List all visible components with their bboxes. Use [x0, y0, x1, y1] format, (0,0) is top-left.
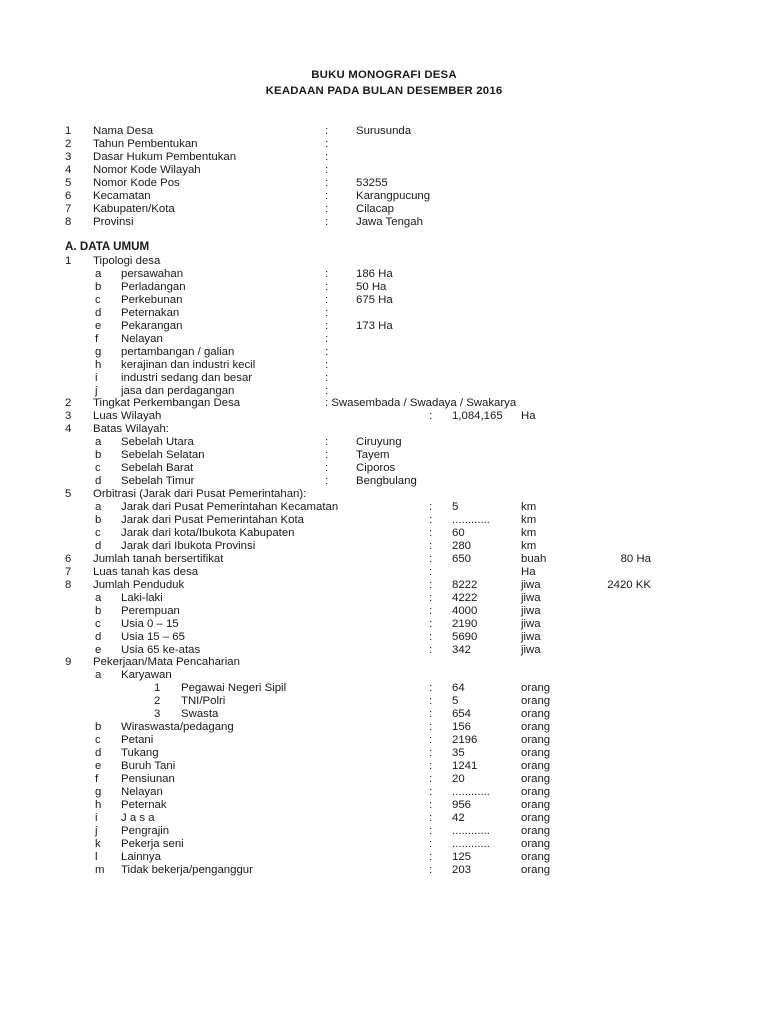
row-letter: k — [95, 837, 101, 850]
row-colon: : — [325, 163, 329, 176]
row-value: 60 — [452, 526, 465, 539]
row-colon: : — [325, 345, 329, 358]
row-letter: e — [95, 643, 102, 656]
row-extra: 80 Ha — [620, 552, 651, 565]
row-label: Tahun Pembentukan — [93, 137, 198, 150]
row-label: Peternak — [121, 798, 167, 811]
row-colon: : — [429, 708, 433, 721]
row-label: jasa dan perdagangan — [121, 384, 235, 397]
row-unit: orang — [521, 850, 551, 863]
row-label: Sebelah Timur — [121, 475, 195, 488]
row-colon: : — [429, 617, 433, 630]
row-letter: h — [95, 358, 102, 371]
row-unit: km — [521, 514, 537, 526]
row-label: TNI/Polri — [181, 695, 226, 708]
row-colon: : — [429, 837, 433, 850]
row-label: Perkebunan — [121, 293, 183, 306]
row-letter: a — [95, 436, 102, 449]
row-label: Pekerjaan/Mata Pencaharian — [93, 656, 240, 669]
row-value: 342 — [452, 643, 472, 656]
row-unit: Ha — [521, 565, 536, 578]
row-letter: d — [95, 475, 102, 488]
row-label: Lainnya — [121, 850, 161, 863]
row-label: Sebelah Barat — [121, 462, 194, 475]
row-value: 5 — [452, 695, 459, 708]
row-value: Tayem — [356, 449, 390, 462]
row-colon: : — [325, 475, 329, 488]
row-label: Luas tanah kas desa — [93, 565, 199, 578]
row-colon: : — [325, 215, 329, 228]
row-number: 7 — [65, 565, 72, 578]
row-unit: orang — [521, 811, 551, 824]
row-label: Nomor Kode Wilayah — [93, 163, 201, 176]
row-colon: : — [429, 591, 433, 604]
row-label: Pengrajin — [121, 824, 170, 837]
row-label: Luas Wilayah — [93, 410, 162, 423]
row-value: 650 — [452, 552, 472, 565]
row-number: 9 — [65, 656, 72, 669]
row-number: 1 — [65, 125, 72, 137]
row-colon: : — [325, 436, 329, 449]
row-colon: : — [325, 371, 329, 384]
row-unit: orang — [521, 773, 551, 785]
row-subnumber: 1 — [154, 682, 161, 695]
row-number: 8 — [65, 578, 72, 591]
row-label: pertambangan / galian — [121, 345, 235, 358]
row-colon: : — [429, 526, 433, 539]
row-letter: c — [95, 462, 101, 475]
row-value: 35 — [452, 747, 465, 760]
row-letter: b — [95, 721, 102, 734]
row-unit: buah — [521, 552, 547, 565]
row-label: Pensiunan — [121, 773, 175, 785]
row-letter: e — [95, 760, 102, 773]
row-letter: e — [95, 319, 102, 332]
row-letter: d — [95, 630, 102, 643]
row-letter: c — [95, 617, 101, 630]
row-value: Cilacap — [356, 202, 394, 215]
row-unit: jiwa — [521, 591, 541, 604]
row-colon: : — [429, 747, 433, 760]
row-value: Karangpucung — [356, 189, 431, 202]
row-value: Ciruyung — [356, 436, 402, 449]
row-label: industri sedang dan besar — [121, 371, 253, 384]
row-value: Bengbulang — [356, 475, 417, 488]
row-label: Nama Desa — [93, 125, 154, 137]
row-value: Ciporos — [356, 462, 396, 475]
row-unit: orang — [521, 837, 551, 850]
row-colon: : — [325, 150, 329, 163]
row-label: persawahan — [121, 267, 184, 280]
row-letter: d — [95, 306, 102, 319]
row-colon: : — [429, 604, 433, 617]
row-unit: km — [521, 539, 537, 552]
row-label: Provinsi — [93, 215, 134, 228]
row-label: Jarak dari kota/Ibukota Kabupaten — [121, 526, 295, 539]
row-unit: orang — [521, 747, 551, 760]
row-number: 2 — [65, 137, 72, 150]
row-colon: : — [429, 630, 433, 643]
row-label: Orbitrasi (Jarak dari Pusat Pemerintahan): — [93, 488, 307, 501]
row-unit: km — [521, 526, 537, 539]
row-value: ............ — [452, 837, 490, 850]
row-letter: f — [95, 332, 99, 345]
row-letter: g — [95, 345, 102, 358]
row-colon: : — [325, 176, 329, 189]
row-label: Nelayan — [121, 785, 163, 798]
row-letter: j — [95, 384, 98, 397]
row-letter: l — [95, 850, 98, 863]
row-colon: : — [429, 501, 433, 514]
row-label: Nelayan — [121, 332, 163, 345]
row-colon: : — [429, 514, 433, 526]
row-colon: : — [429, 682, 433, 695]
row-letter: b — [95, 449, 102, 462]
row-letter: c — [95, 293, 101, 306]
row-value: 1,084,165 — [452, 410, 503, 423]
row-unit: orang — [521, 734, 551, 747]
row-number: 3 — [65, 150, 72, 163]
row-value: 203 — [452, 863, 472, 876]
row-value: 956 — [452, 798, 472, 811]
row-label: Usia 0 – 15 — [121, 617, 179, 630]
row-label: Nomor Kode Pos — [93, 176, 180, 189]
row-label: Jarak dari Pusat Pemerintahan Kecamatan — [121, 501, 339, 514]
row-colon: : — [429, 410, 433, 423]
row-colon: : — [325, 125, 329, 137]
row-colon: : — [429, 760, 433, 773]
row-subnumber: 3 — [154, 708, 161, 721]
row-value: 654 — [452, 708, 472, 721]
row-letter: a — [95, 669, 102, 682]
row-letter: b — [95, 604, 102, 617]
row-colon: : — [429, 578, 433, 591]
row-label: Sebelah Utara — [121, 436, 194, 449]
row-value: 2196 — [452, 734, 478, 747]
row-colon: : — [429, 773, 433, 785]
row-label: Batas Wilayah: — [93, 423, 169, 436]
row-value: 5 — [452, 501, 459, 514]
row-letter: d — [95, 747, 102, 760]
row-letter: a — [95, 267, 102, 280]
row-label: Perladangan — [121, 280, 186, 293]
row-value: 186 Ha — [356, 267, 393, 280]
row-value: 64 — [452, 682, 465, 695]
row-value: Surusunda — [356, 125, 412, 137]
row-label: Tukang — [121, 747, 159, 760]
row-label: J a s a — [121, 811, 155, 824]
row-label: Dasar Hukum Pembentukan — [93, 150, 237, 163]
row-letter: d — [95, 539, 102, 552]
row-number: 5 — [65, 176, 72, 189]
row-number: 5 — [65, 488, 72, 501]
row-colon: : — [325, 332, 329, 345]
row-unit: jiwa — [521, 578, 541, 591]
row-value: 4000 — [452, 604, 478, 617]
row-unit: orang — [521, 785, 551, 798]
row-unit: orang — [521, 824, 551, 837]
row-value: ............ — [452, 785, 490, 798]
row-label: Usia 15 – 65 — [121, 630, 185, 643]
row-unit: orang — [521, 682, 551, 695]
row-colon: : — [325, 137, 329, 150]
row-letter: h — [95, 798, 102, 811]
row-unit: orang — [521, 721, 551, 734]
row-value: 8222 — [452, 578, 478, 591]
row-colon: : — [429, 695, 433, 708]
row-colon: : — [429, 824, 433, 837]
row-colon: : — [325, 306, 329, 319]
row-label: Karyawan — [121, 669, 172, 682]
row-value: 125 — [452, 850, 472, 863]
row-label: Swasta — [181, 708, 219, 721]
row-label: Pekarangan — [121, 319, 183, 332]
row-colon: : — [325, 449, 329, 462]
row-value: 42 — [452, 811, 465, 824]
row-label: Usia 65 ke-atas — [121, 643, 201, 656]
row-value: 20 — [452, 773, 465, 785]
title-line-2: KEADAAN PADA BULAN DESEMBER 2016 — [265, 85, 503, 97]
row-unit: orang — [521, 863, 551, 876]
row-colon: : — [325, 358, 329, 371]
row-extra: 2420 KK — [607, 578, 651, 591]
row-colon: : — [325, 384, 329, 397]
row-label: Pegawai Negeri Sipil — [181, 682, 287, 695]
row-unit: jiwa — [521, 604, 541, 617]
row-letter: c — [95, 526, 101, 539]
section-title-data-umum: A. DATA UMUM — [65, 240, 150, 253]
row-letter: a — [95, 591, 102, 604]
row-colon: : — [325, 280, 329, 293]
row-unit: jiwa — [521, 643, 541, 656]
row-number: 4 — [65, 423, 72, 436]
row-label: Tipologi desa — [93, 255, 161, 267]
row-letter: g — [95, 785, 102, 798]
row-colon: : — [429, 811, 433, 824]
row-value: 675 Ha — [356, 293, 393, 306]
row-number: 6 — [65, 552, 72, 565]
row-number: 2 — [65, 397, 72, 410]
row-unit: jiwa — [521, 630, 541, 643]
row-value: 156 — [452, 721, 472, 734]
row-value: 4222 — [452, 591, 478, 604]
row-letter: c — [95, 734, 101, 747]
row-colon: : — [429, 734, 433, 747]
row-label: Buruh Tani — [121, 760, 176, 773]
row-number: 7 — [65, 202, 72, 215]
row-colon: : — [325, 293, 329, 306]
row-value: 1241 — [452, 760, 478, 773]
row-number: 4 — [65, 163, 72, 176]
row-label: Tingkat Perkembangan Desa — [93, 397, 241, 410]
row-value: 280 — [452, 539, 472, 552]
row-label: Petani — [121, 734, 154, 747]
row-label: Kecamatan — [93, 189, 151, 202]
row-colon: : — [429, 798, 433, 811]
row-colon: : — [325, 267, 329, 280]
row-number: 1 — [65, 255, 72, 267]
row-letter: j — [95, 824, 98, 837]
row-unit: orang — [521, 760, 551, 773]
row-letter: a — [95, 501, 102, 514]
row-label: Jumlah Penduduk — [93, 578, 185, 591]
row-label: Laki-laki — [121, 591, 163, 604]
row-letter: b — [95, 280, 102, 293]
row-unit: orang — [521, 708, 551, 721]
row-value: ............ — [452, 824, 490, 837]
row-colon: : — [325, 462, 329, 475]
row-letter: b — [95, 514, 102, 526]
row-unit: km — [521, 501, 537, 514]
row-value: : Swasembada / Swadaya / Swakarya — [325, 397, 517, 410]
row-colon: : — [429, 552, 433, 565]
row-colon: : — [429, 643, 433, 656]
row-colon: : — [325, 189, 329, 202]
row-label: Jarak dari Ibukota Provinsi — [121, 539, 256, 552]
row-label: Sebelah Selatan — [121, 449, 205, 462]
row-value: ............ — [452, 514, 490, 526]
row-colon: : — [325, 202, 329, 215]
row-unit: jiwa — [521, 617, 541, 630]
row-label: kerajinan dan industri kecil — [121, 358, 256, 371]
row-value: 173 Ha — [356, 319, 393, 332]
row-value: Jawa Tengah — [356, 215, 423, 228]
row-label: Peternakan — [121, 306, 180, 319]
row-number: 3 — [65, 410, 72, 423]
row-colon: : — [429, 863, 433, 876]
row-letter: m — [95, 863, 105, 876]
row-subnumber: 2 — [154, 695, 161, 708]
row-unit: orang — [521, 695, 551, 708]
title-line-1: BUKU MONOGRAFI DESA — [311, 69, 457, 81]
row-label: Kabupaten/Kota — [93, 202, 175, 215]
row-colon: : — [429, 539, 433, 552]
row-label: Tidak bekerja/penganggur — [121, 863, 253, 876]
row-label: Perempuan — [121, 604, 180, 617]
row-label: Jarak dari Pusat Pemerintahan Kota — [121, 514, 304, 526]
row-value: 5690 — [452, 630, 478, 643]
row-label: Jumlah tanah bersertifikat — [93, 552, 224, 565]
row-value: 2190 — [452, 617, 478, 630]
row-value: 50 Ha — [356, 280, 387, 293]
row-colon: : — [429, 785, 433, 798]
row-colon: : — [429, 721, 433, 734]
row-unit: orang — [521, 798, 551, 811]
row-number: 8 — [65, 215, 72, 228]
row-label: Pekerja seni — [121, 837, 184, 850]
row-label: Wiraswasta/pedagang — [121, 721, 234, 734]
row-colon: : — [325, 319, 329, 332]
row-colon: : — [429, 565, 433, 578]
row-number: 6 — [65, 189, 72, 202]
row-letter: i — [95, 371, 98, 384]
row-letter: f — [95, 773, 99, 785]
row-unit: Ha — [521, 410, 536, 423]
row-value: 53255 — [356, 176, 388, 189]
row-letter: i — [95, 811, 98, 824]
row-colon: : — [429, 850, 433, 863]
